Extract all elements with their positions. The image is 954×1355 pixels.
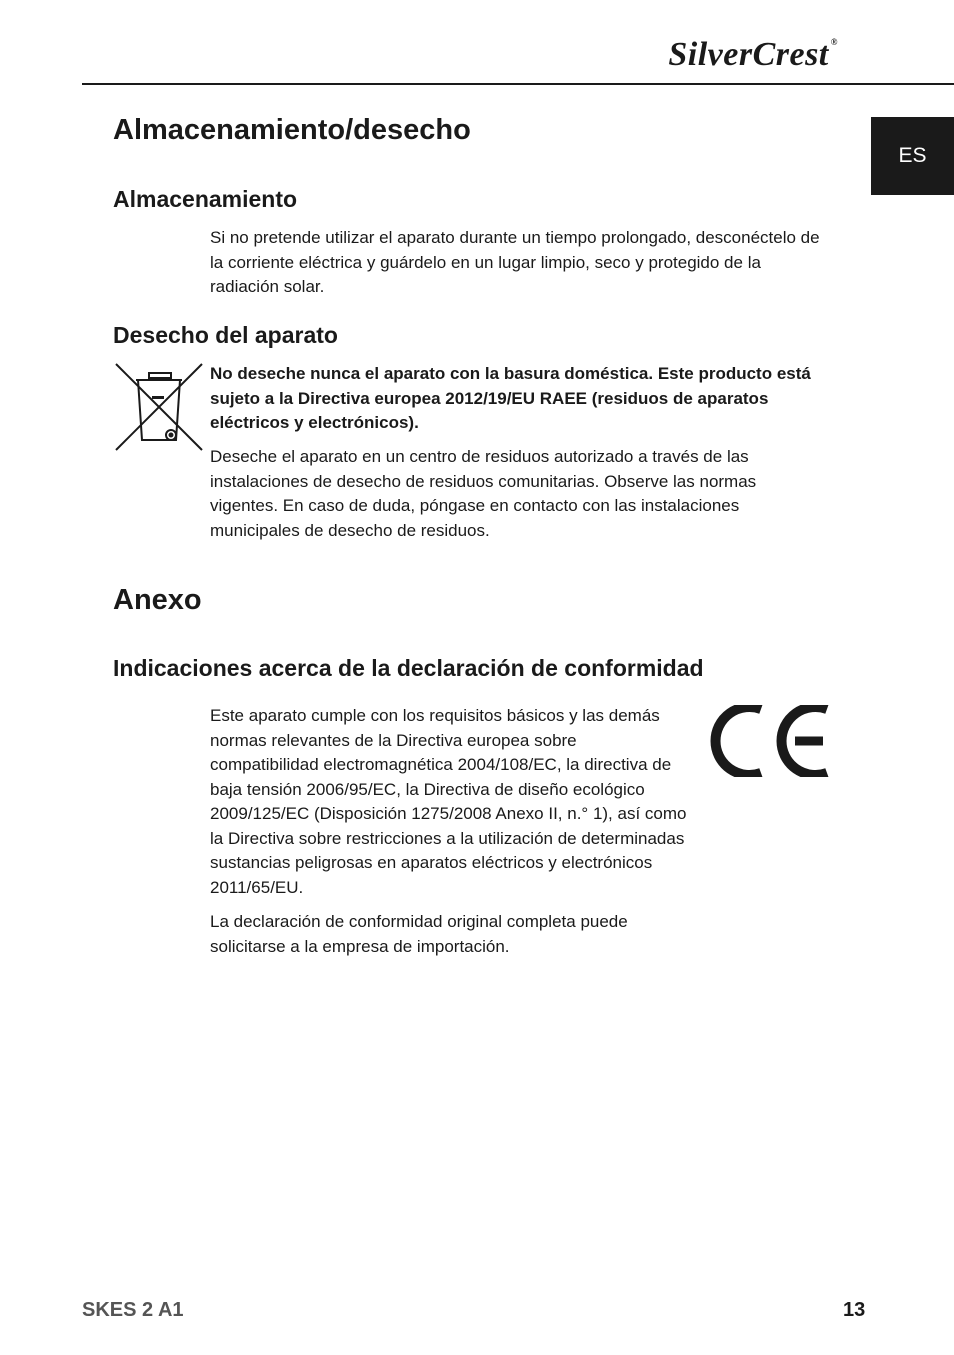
subsection-title-conformity: Indicaciones acerca de la declaración de conformidad <box>113 655 704 681</box>
crossed-out-wheelie-bin-icon <box>114 362 204 452</box>
footer-model: SKES 2 A1 <box>82 1299 184 1321</box>
conformity-paragraph-1: Este aparato cumple con los requisitos básicos y las demás normas relevantes de la Directiva europea sobre compatibilidad electromagnética 2004/108/EC, la directiva de baja tensión 2006/95/EC, la Directiva de diseño ecológico 2009/125/EC (Disposición 1275/2008 Anexo II, n.° 1), así como la Directiva sobre restricciones a la utilización de determinadas sustancias peligrosas en aparatos eléctricos y electrónicos 2011/65/EU. <box>210 706 687 897</box>
disposal-paragraph: Deseche el aparato en un centro de residuos autorizado a través de las instalaciones de desecho de residuos comunitarias. Observe las normas vigentes. En caso de duda, póngase en contacto con las instalaciones municipales de desecho de residuos. <box>210 447 757 540</box>
disposal-warning: No deseche nunca el aparato con la basura doméstica. Este producto está sujeto a la Directiva europea 2012/19/EU RAEE (residuos de aparatos eléctricos y electrónicos). <box>210 364 811 432</box>
ce-mark-icon <box>703 705 831 777</box>
storage-paragraph: Si no pretende utilizar el aparato durante un tiempo prolongado, desconéctelo de la corriente eléctrica y guárdelo en un lugar limpio, seco y protegido de la radiación solar. <box>210 228 820 296</box>
brand-name: SilverCrest <box>668 36 829 73</box>
subsection-title-storage: Almacenamiento <box>113 186 298 212</box>
section-title-annex: Anexo <box>113 584 202 616</box>
page-number: 13 <box>843 1299 866 1321</box>
header-divider <box>82 83 954 85</box>
conformity-paragraph-2: La declaración de conformidad original completa puede solicitarse a la empresa de importación. <box>210 912 628 956</box>
subsection-title-disposal: Desecho del aparato <box>113 322 338 348</box>
language-tab: ES <box>871 117 954 195</box>
section-title-storage-disposal: Almacenamiento/desecho <box>113 114 471 146</box>
registered-mark: ® <box>830 37 838 47</box>
brand-logo <box>668 38 838 72</box>
